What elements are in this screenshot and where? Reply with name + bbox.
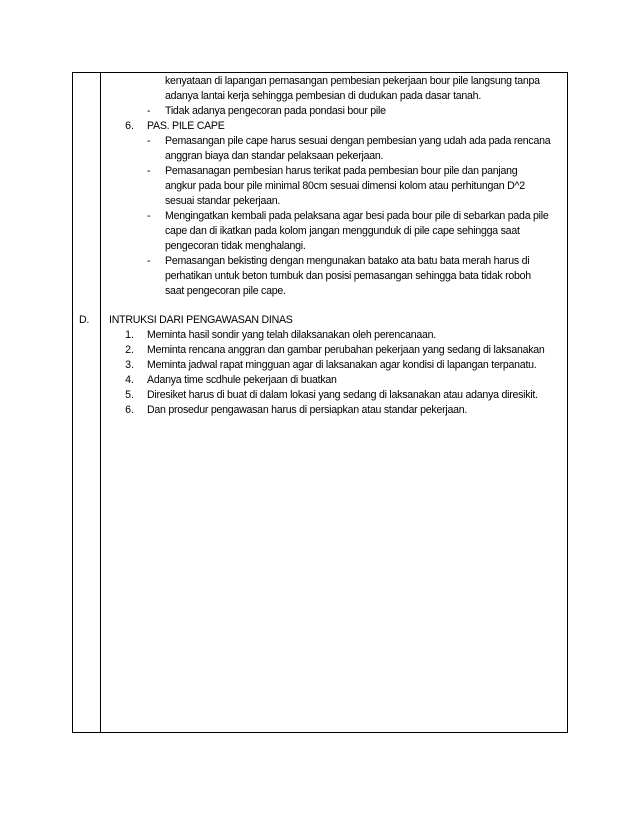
pile-cape-bullet-1-line-1: Pemasangan pile cape harus sesuai dengan pembesian yang udah ada pada rencana [165, 135, 551, 147]
instruction-6-text: Dan prosedur pengawasan harus di persiapkan atau standar pekerjaan. [147, 404, 468, 416]
continued-line-1: kenyataan di lapangan pemasangan pembesian pekerjaan bour pile langsung tanpa [165, 75, 540, 87]
pile-cape-bullet-4-line-2: perhatikan untuk beton tumbuk dan posisi pemasangan sehingga bata tidak roboh [165, 270, 531, 282]
pile-cape-bullet-3-line-1: Mengingatkan kembali pada pelaksana agar besi pada bour pile di sebarkan pada pile [165, 210, 549, 222]
pile-cape-bullet-3-line-2: cape dan di ikatkan pada kolom jangan menggunduk di pile cape sehingga saat [165, 225, 520, 237]
bullet-dash: - [147, 255, 151, 267]
instruction-1-text: Meminta hasil sondir yang telah dilaksanakan oleh perencanaan. [147, 329, 436, 341]
pile-cape-bullet-4-line-3: saat pengecoran pile cape. [165, 285, 286, 297]
item-6-title: PAS. PILE CAPE [147, 120, 225, 132]
pile-cape-bullet-2-line-3: sesuai standar pekerjaan. [165, 195, 281, 207]
instruction-3-text: Meminta jadwal rapat mingguan agar di laksanakan agar kondisi di lapangan terpanatu. [147, 359, 537, 371]
instruction-5-text: Diresiket harus di buat di dalam lokasi yang sedang di laksanakan atau adanya diresikit. [147, 389, 538, 401]
instruction-5-number: 5. [125, 389, 134, 401]
bullet-dash: - [147, 135, 151, 147]
section-d-label: D. [79, 314, 90, 326]
instruction-2-text: Meminta rencana anggran dan gambar perubahan pekerjaan yang sedang di laksanakan [147, 344, 545, 356]
pile-cape-bullet-1-line-2: anggran biaya dan standar pelaksaan pekerjaan. [165, 150, 384, 162]
instruction-4-number: 4. [125, 374, 134, 386]
section-d-title: INTRUKSI DARI PENGAWASAN DINAS [109, 314, 293, 326]
instruction-6-number: 6. [125, 404, 134, 416]
pile-cape-bullet-4-line-1: Pemasangan bekisting dengan mengunakan batako ata batu bata merah harus di [165, 255, 530, 267]
bullet-dash: - [147, 105, 151, 117]
pile-cape-bullet-3-line-3: pengecoran tidak menghalangi. [165, 240, 306, 252]
continued-line-2: adanya lantai kerja sehingga pembesian di dudukan pada dasar tanah. [165, 90, 482, 102]
pile-cape-bullet-2-line-2: angkur pada bour pile minimal 80cm sesuai dimensi kolom atau perhitungan D^2 [165, 180, 525, 192]
bullet-tidak-text: Tidak adanya pengecoran pada pondasi bour pile [165, 105, 386, 117]
instruction-2-number: 2. [125, 344, 134, 356]
item-6-number: 6. [125, 120, 134, 132]
pile-cape-bullet-2-line-1: Pemasanagan pembesian harus terikat pada pembesian bour pile dan panjang [165, 165, 518, 177]
instruction-3-number: 3. [125, 359, 134, 371]
instruction-4-text: Adanya time scdhule pekerjaan di buatkan [147, 374, 337, 386]
bullet-dash: - [147, 165, 151, 177]
bullet-dash: - [147, 210, 151, 222]
column-divider [100, 72, 101, 733]
instruction-1-number: 1. [125, 329, 134, 341]
